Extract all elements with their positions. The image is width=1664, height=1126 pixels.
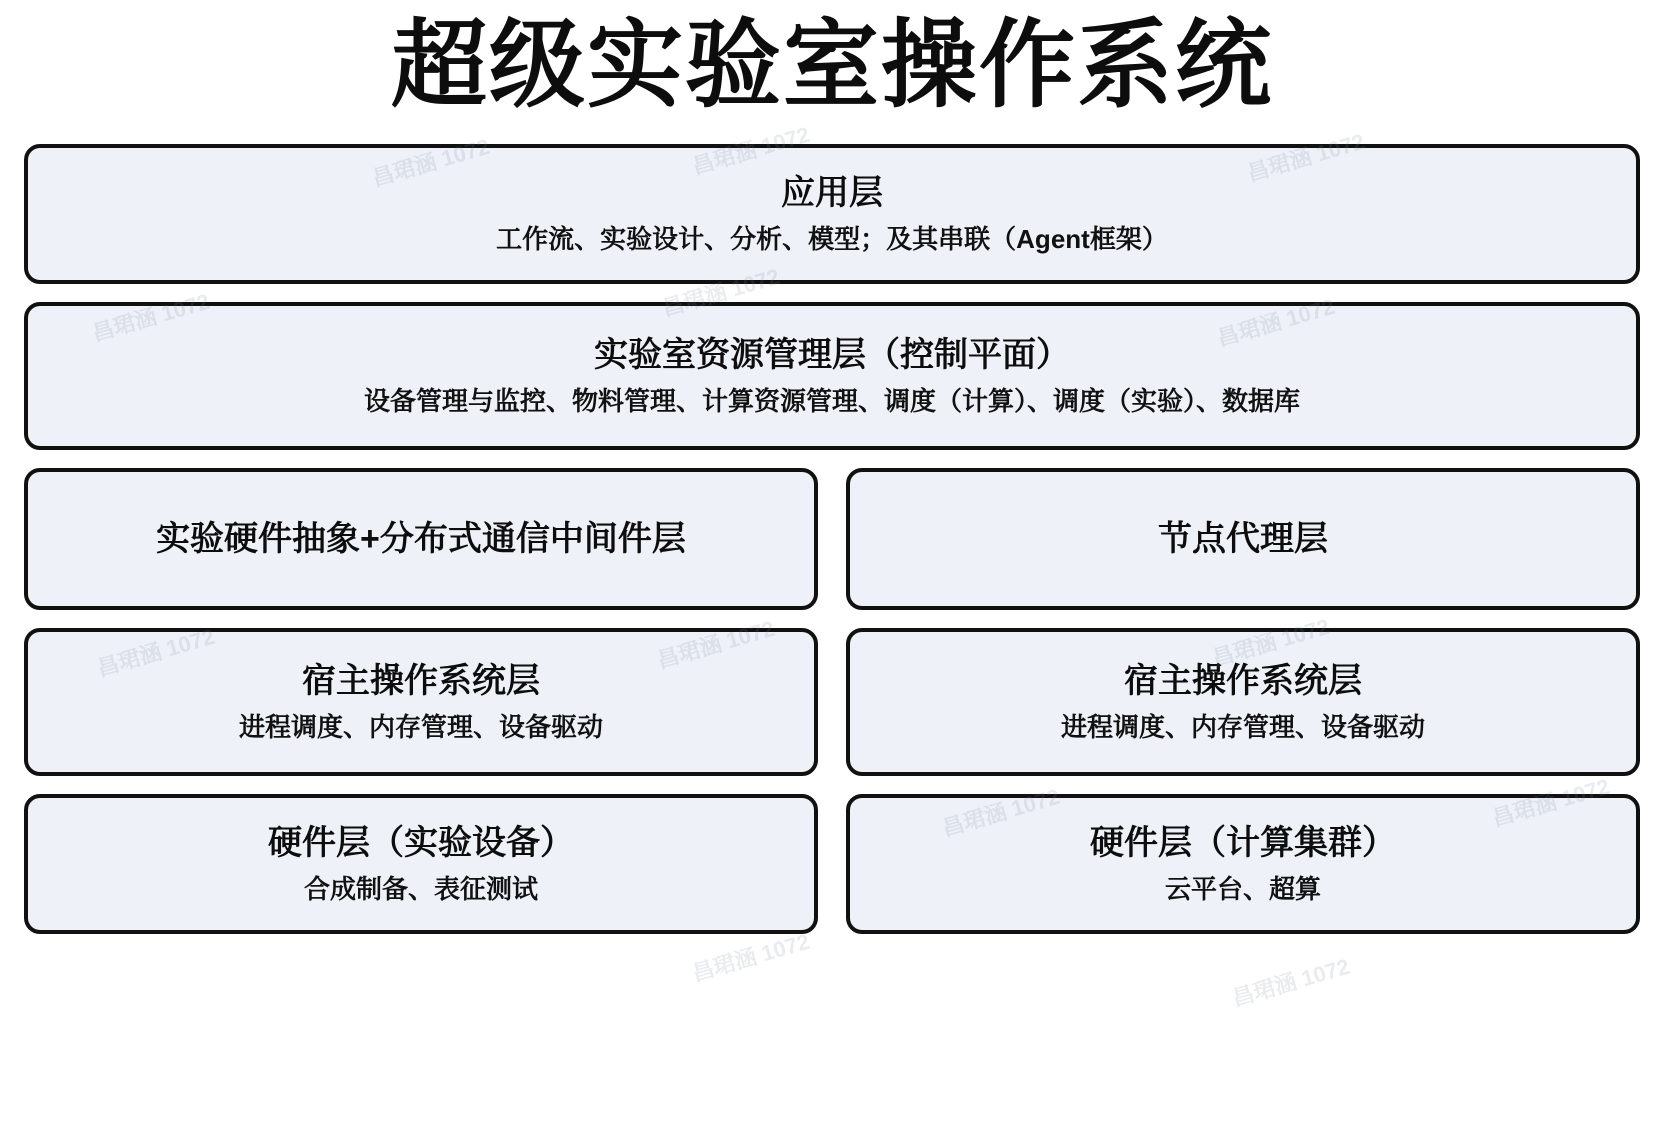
watermark-text: 昌珺涵 1072 [659, 263, 783, 322]
layer-hardware-lab-equipment [24, 794, 818, 934]
layer-row-hardware [24, 794, 1640, 934]
layer-hardware-abstraction-middleware-title: 实验硬件抽象+分布式通信中间件层 [156, 519, 686, 558]
layer-host-os-right-title: 宿主操作系统层 [1124, 662, 1362, 701]
layer-host-os-left-title: 宿主操作系统层 [302, 662, 540, 701]
watermark-text: 昌珺涵 1072 [1229, 953, 1353, 1012]
layer-stack [24, 144, 1640, 934]
layer-host-os-left [24, 628, 818, 776]
layer-host-os-right [846, 628, 1640, 776]
layer-application [24, 144, 1640, 284]
layer-node-agent [846, 468, 1640, 610]
page-title: 超级实验室操作系统 [391, 12, 1273, 119]
layer-host-os-left-subtitle: 进程调度、内存管理、设备驱动 [238, 711, 603, 742]
layer-lab-resource-management-title: 实验室资源管理层（控制平面） [594, 336, 1070, 375]
layer-hardware-lab-equipment-title: 硬件层（实验设备） [268, 824, 574, 863]
architecture-diagram [0, 6, 1664, 1126]
layer-application-title: 应用层 [781, 174, 883, 213]
layer-row-middleware [24, 468, 1640, 610]
layer-host-os-right-subtitle: 进程调度、内存管理、设备驱动 [1060, 711, 1425, 742]
layer-hardware-compute-cluster-subtitle: 云平台、超算 [1164, 873, 1321, 904]
layer-row-host-os [24, 628, 1640, 776]
layer-lab-resource-management [24, 302, 1640, 450]
layer-application-subtitle: 工作流、实验设计、分析、模型；及其串联（Agent框架） [496, 223, 1168, 254]
watermark-text: 昌珺涵 1072 [689, 928, 813, 987]
layer-hardware-lab-equipment-subtitle: 合成制备、表征测试 [303, 873, 538, 904]
layer-node-agent-title: 节点代理层 [1158, 519, 1328, 558]
layer-hardware-abstraction-middleware [24, 468, 818, 610]
layer-hardware-compute-cluster-title: 硬件层（计算集群） [1090, 824, 1396, 863]
layer-hardware-compute-cluster [846, 794, 1640, 934]
layer-lab-resource-management-subtitle: 设备管理与监控、物料管理、计算资源管理、调度（计算）、调度（实验）、数据库 [363, 385, 1300, 416]
